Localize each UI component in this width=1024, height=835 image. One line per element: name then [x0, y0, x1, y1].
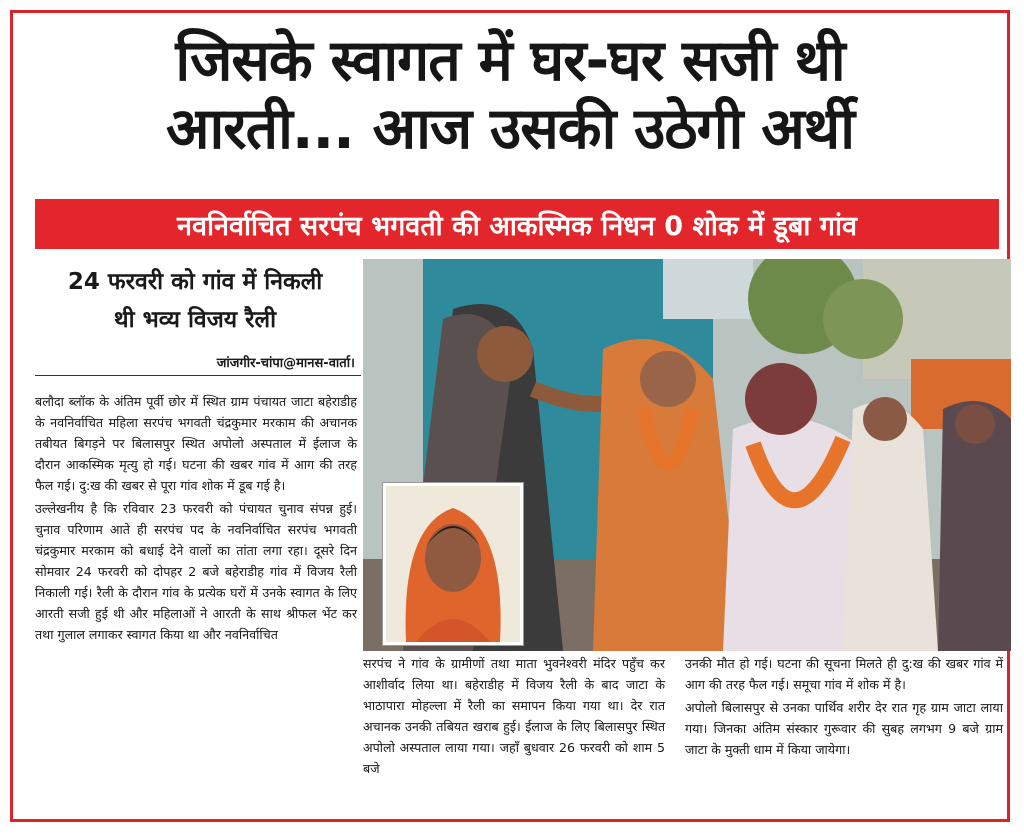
dateline-rule [35, 375, 361, 376]
headline [13, 27, 1007, 163]
column-1-paragraph-1: बलौदा ब्लॉक के अंतिम पूर्वी छोर में स्थित ग्राम पंचायत जाटा बहेराडीह के नवनिर्वाचित महिला सरपंच भगवती चंद्रकुमार मरकाम की अचानक तबीयत बिगड़ने पर बिलासपुर स्थित अपोलो अस्पताल में ईलाज के दौरान आकस्मिक मृत्यु हो गई। घटना की खबर गांव में आग की तरह फैल गई। दु:ख की खबर से पूरा गांव शोक में डूब गई है। [35, 394, 357, 493]
sarpanch-portrait [383, 483, 523, 645]
dateline: जांजगीर-चांपा@मानस-वार्ता। [216, 356, 355, 371]
article-column-3 [685, 653, 1003, 762]
newspaper-clipping [10, 10, 1010, 822]
subheadline-line-1: 24 फरवरी को गांव में निकली [67, 269, 323, 295]
red-banner-text: नवनिर्वाचित सरपंच भगवती की आकस्मिक निधन 0 शोक में डूबा गांव [177, 210, 857, 242]
red-banner [35, 199, 999, 249]
article-column-2 [363, 653, 665, 781]
headline-line-2: आरती... आज उसकी उठेगी अर्थी [166, 96, 854, 162]
column-3-paragraph-1: उनकी मौत हो गई। घटना की सूचना मिलते ही दु:ख की खबर गांव में आग की तरह फैल गई। समूचा गांव में शोक में है। [685, 656, 1003, 692]
portrait-image [386, 486, 520, 642]
subheadline [35, 263, 355, 339]
headline-line-1: जिसके स्वागत में घर-घर सजी थी [175, 28, 845, 94]
column-3-paragraph-2: अपोलो बिलासपुर से उनका पार्थिव शरीर देर रात गृह ग्राम जाटा लाया गया। जिनका अंतिम संस्कार गुरूवार की सुबह लगभग 9 बजे ग्राम जाटा के मुक्ती धाम में किया जायेगा। [685, 700, 1003, 757]
column-1-paragraph-2: उल्लेखनीय है कि रविवार 23 फरवरी को पंचायत चुनाव संपन्न हुई। चुनाव परिणाम आते ही सरपंच पद के नवनिर्वाचित सरपंच भगवती चंद्रकुमार मरकाम को बधाई देने वालों का तांता लगा रहा। दूसरे दिन सोमवार 24 फरवरी को दोपहर 2 बजे बहेराडीह गांव में विजय रैली निकाली गई। रैली के दौरान गांव के प्रत्येक घरों में उनके स्वागत के लिए आरती सजी हुई थी और महिलाओं ने आरती के साथ श्रीफल भेंट कर तथा गुलाल लगाकर स्वागत किया था और नवनिर्वाचित [35, 501, 357, 642]
article-column-1 [35, 391, 357, 647]
column-2-paragraph: सरपंच ने गांव के ग्रामीणों तथा माता भुवनेश्वरी मंदिर पहुँच कर आशीर्वाद लिया था। बहेराडीह में विजय रैली के बाद जाटा के भाठापारा मोहल्ला में रैली का समापन किया गया था। देर रात अचानक उनकी तबियत खराब हुई। ईलाज के लिए बिलासपुर स्थित अपोलो अस्पताल लाया गया। जहाँ बुधवार 26 फरवरी को शाम 5 बजे [363, 656, 665, 776]
subheadline-line-2: थी भव्य विजय रैली [113, 307, 277, 333]
